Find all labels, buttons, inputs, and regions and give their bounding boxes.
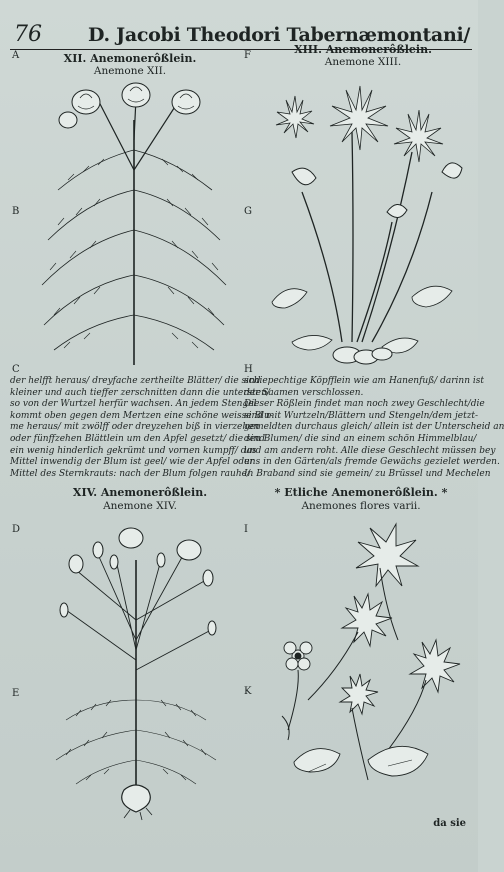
figure-varii-title: * Etliche Anemonerôßlein. * bbox=[274, 486, 448, 499]
text-line: In Braband sind sie gemein/ zu Brüssel und Mechelen bbox=[244, 468, 491, 479]
woodcut-anemone-xii bbox=[28, 80, 240, 370]
margin-letter-i: I bbox=[244, 524, 248, 535]
margin-letter-d: D bbox=[12, 524, 21, 535]
figure-varii-latin: Anemones flores varii. bbox=[301, 500, 421, 512]
woodcut-anemones-varii bbox=[268, 520, 472, 820]
margin-letter-g: G bbox=[244, 206, 252, 217]
page-number: 76 bbox=[14, 22, 42, 47]
text-line: Mittel des Sternkrauts: nach der Blum folgen rauhe/ bbox=[10, 468, 250, 479]
text-line: Mittel inwendig der Blum ist geel/ wie der Apfel oder bbox=[10, 457, 254, 468]
text-column-left bbox=[10, 376, 273, 480]
text-column-right bbox=[244, 376, 504, 480]
text-line: me heraus/ mit zwölff oder dreyzehen biß in vierzehen bbox=[10, 422, 260, 433]
margin-letter-h: H bbox=[244, 364, 253, 375]
figure-xii-title: XII. Anemonerôßlein. bbox=[63, 52, 197, 65]
catchword: da sie bbox=[433, 818, 466, 829]
margin-letter-c: C bbox=[12, 364, 20, 375]
figure-xii-latin: Anemone XII. bbox=[93, 65, 167, 77]
figure-xiv-title: XIV. Anemonerôßlein. bbox=[72, 486, 208, 499]
text-line: den Blumen/ die sind an einem schön Himmelblau/ bbox=[244, 433, 477, 444]
text-line: und am andern roht. Alle diese Geschlecht müssen bey bbox=[244, 445, 496, 456]
text-line: oder fünffzehen Blättlein um den Apfel gesetzt/ die sind bbox=[10, 433, 266, 444]
text-line: der helfft heraus/ dreyfache zertheilte Blätter/ die sind bbox=[10, 376, 261, 386]
margin-letter-b: B bbox=[12, 206, 20, 217]
text-line: ein wenig hinderlich gekrümt und vornen kumpff/ das bbox=[10, 445, 257, 456]
figure-xiii-title: XIII. Anemonerôßlein. bbox=[294, 43, 432, 56]
margin-letter-a: A bbox=[12, 50, 20, 61]
woodcut-anemone-xiii bbox=[262, 72, 472, 370]
margin-letter-k: K bbox=[244, 686, 252, 697]
text-line: uns in den Gärten/als fremde Gewächs gezielet werden. bbox=[244, 457, 500, 468]
woodcut-anemone-xiv bbox=[36, 520, 236, 820]
figure-xiii-latin: Anemone XIII. bbox=[324, 56, 402, 68]
margin-letter-f: F bbox=[244, 50, 251, 61]
text-line: kommt oben gegen dem Mertzen eine schöne weisse Blu- bbox=[10, 410, 273, 421]
text-line: der Saamen verschlossen. bbox=[244, 387, 364, 398]
text-line: so von der Wurtzel herfür wachsen. An jedem Stengel bbox=[10, 399, 257, 410]
text-line: kleiner und auch tieffer zerschnitten dann die untersten/ bbox=[10, 387, 270, 398]
text-line: Dieser Rößlein findet man noch zwey Geschlecht/die bbox=[244, 399, 485, 410]
running-head: D. Jacobi Theodori Tabernæmontani/ bbox=[88, 24, 471, 46]
figure-xiv-latin: Anemone XIV. bbox=[103, 500, 177, 512]
text-line: sind mit Wurtzeln/Blättern und Stengeln/dem jetzt- bbox=[244, 410, 479, 421]
margin-letter-e: E bbox=[12, 688, 20, 699]
text-line: gemeldten durchaus gleich/ allein ist der Unterscheid an bbox=[244, 422, 504, 433]
text-line: schiepechtige Köpfflein wie am Hanenfuß/ darinn ist bbox=[244, 376, 484, 386]
